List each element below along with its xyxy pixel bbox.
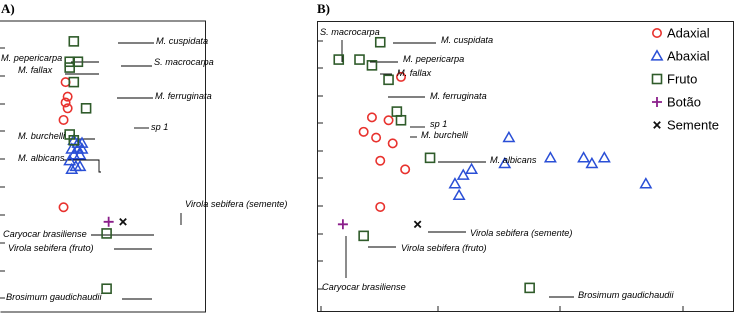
legend-label-semente: Semente bbox=[667, 117, 720, 133]
data-point-b-semente-0 bbox=[414, 221, 420, 227]
annotation-m-albicans: M. albicans bbox=[18, 153, 65, 163]
annotation-caryocar-brasiliense: Caryocar brasiliense bbox=[322, 282, 406, 292]
markers-a bbox=[59, 37, 126, 293]
annotation-m-ferruginata: M. ferruginata bbox=[155, 91, 212, 101]
legend-label-abaxial: Abaxial bbox=[667, 48, 710, 64]
data-point-b-abaxial-6 bbox=[466, 164, 476, 173]
legend-marker-bot-o bbox=[652, 97, 662, 107]
leader-lines-b bbox=[342, 40, 574, 297]
legend-marker-fruto bbox=[653, 75, 662, 84]
plot-frame-b bbox=[318, 22, 734, 312]
annotation-labels-a bbox=[1, 36, 287, 302]
annotation-virola-sebifera-semente: Virola sebifera (semente) bbox=[470, 228, 573, 238]
annotation-m-burchelli: M. burchelli bbox=[18, 131, 65, 141]
data-point-b-fruto-7 bbox=[426, 153, 435, 162]
data-point-b-fruto-8 bbox=[359, 231, 368, 240]
annotation-m-pepericarpa: M. pepericarpa bbox=[403, 54, 465, 64]
data-point-a-fruto-5 bbox=[82, 104, 91, 113]
data-point-a-adaxial-5 bbox=[59, 203, 67, 211]
annotation-caryocar-brasiliense: Caryocar brasiliense bbox=[3, 229, 87, 239]
data-point-b-adaxial-5 bbox=[389, 139, 397, 147]
data-point-a-fruto-9 bbox=[102, 284, 111, 293]
legend-marker-adaxial bbox=[653, 29, 661, 37]
plot-panel-a bbox=[0, 21, 287, 312]
data-point-b-fruto-5 bbox=[392, 107, 401, 116]
data-point-b-adaxial-4 bbox=[372, 133, 380, 141]
annotation-virola-sebifera-fruto: Virola sebifera (fruto) bbox=[8, 243, 94, 253]
data-point-b-abaxial-8 bbox=[641, 179, 651, 188]
legend-marker-abaxial bbox=[652, 51, 662, 60]
data-point-a-adaxial-4 bbox=[59, 116, 67, 124]
data-point-b-fruto-9 bbox=[525, 283, 534, 292]
annotation-labels-b bbox=[320, 27, 674, 300]
plot-panel-b bbox=[318, 22, 734, 312]
annotation-virola-sebifera-semente: Virola sebifera (semente) bbox=[185, 199, 288, 209]
legend-marker-semente bbox=[654, 122, 660, 128]
data-point-b-fruto-0 bbox=[376, 38, 385, 47]
annotation-m-fallax: M. fallax bbox=[397, 68, 432, 78]
annotation-s-macrocarpa: S. macrocarpa bbox=[154, 57, 214, 67]
data-point-b-abaxial-9 bbox=[450, 179, 460, 188]
data-point-a-fruto-4 bbox=[69, 78, 78, 87]
annotation-m-cuspidata: M. cuspidata bbox=[441, 35, 494, 45]
data-point-a-fruto-8 bbox=[102, 229, 111, 238]
data-point-b-adaxial-6 bbox=[376, 157, 384, 165]
data-point-b-fruto-4 bbox=[384, 75, 393, 84]
data-point-a-semente-0 bbox=[120, 219, 126, 225]
data-point-a-bot-o-0 bbox=[104, 217, 114, 227]
data-point-b-adaxial-3 bbox=[359, 128, 367, 136]
panel-label-b: B) bbox=[317, 1, 330, 16]
annotation-m-fallax: M. fallax bbox=[18, 65, 53, 75]
annotation-m-ferruginata: M. ferruginata bbox=[430, 91, 487, 101]
data-point-b-abaxial-1 bbox=[545, 153, 555, 162]
annotation-m-albicans: M. albicans bbox=[490, 155, 537, 165]
annotation-sp-1: sp 1 bbox=[430, 119, 448, 129]
data-point-b-bot-o-0 bbox=[338, 219, 348, 229]
panel-label-a: A) bbox=[1, 1, 15, 16]
annotation-s-macrocarpa: S. macrocarpa bbox=[320, 27, 380, 37]
data-point-b-abaxial-0 bbox=[504, 132, 514, 141]
legend-label-fruto: Fruto bbox=[667, 71, 698, 87]
data-point-b-fruto-6 bbox=[397, 116, 406, 125]
data-point-b-adaxial-7 bbox=[401, 165, 409, 173]
annotation-m-cuspidata: M. cuspidata bbox=[156, 36, 209, 46]
annotation-m-burchelli: M. burchelli bbox=[421, 130, 468, 140]
data-point-b-fruto-2 bbox=[355, 55, 364, 64]
data-point-b-adaxial-8 bbox=[376, 203, 384, 211]
legend bbox=[652, 26, 719, 133]
legend-label-bot-o: Botão bbox=[667, 94, 701, 110]
data-point-b-abaxial-3 bbox=[599, 153, 609, 162]
axis-ticks-b bbox=[318, 41, 683, 311]
data-point-b-adaxial-1 bbox=[368, 113, 376, 121]
data-point-b-abaxial-10 bbox=[454, 190, 464, 199]
annotation-brosimum-gaudichaudii: Brosimum gaudichaudii bbox=[578, 290, 674, 300]
data-point-b-adaxial-2 bbox=[384, 116, 392, 124]
markers-b bbox=[334, 38, 651, 293]
annotation-sp-1: sp 1 bbox=[151, 122, 169, 132]
annotation-brosimum-gaudichaudii: Brosimum gaudichaudii bbox=[6, 292, 102, 302]
data-point-b-abaxial-2 bbox=[578, 153, 588, 162]
annotation-virola-sebifera-fruto: Virola sebifera (fruto) bbox=[401, 243, 487, 253]
annotation-m-pepericarpa: M. pepericarpa bbox=[1, 53, 63, 63]
data-point-a-fruto-0 bbox=[69, 37, 78, 46]
legend-label-adaxial: Adaxial bbox=[667, 25, 710, 41]
